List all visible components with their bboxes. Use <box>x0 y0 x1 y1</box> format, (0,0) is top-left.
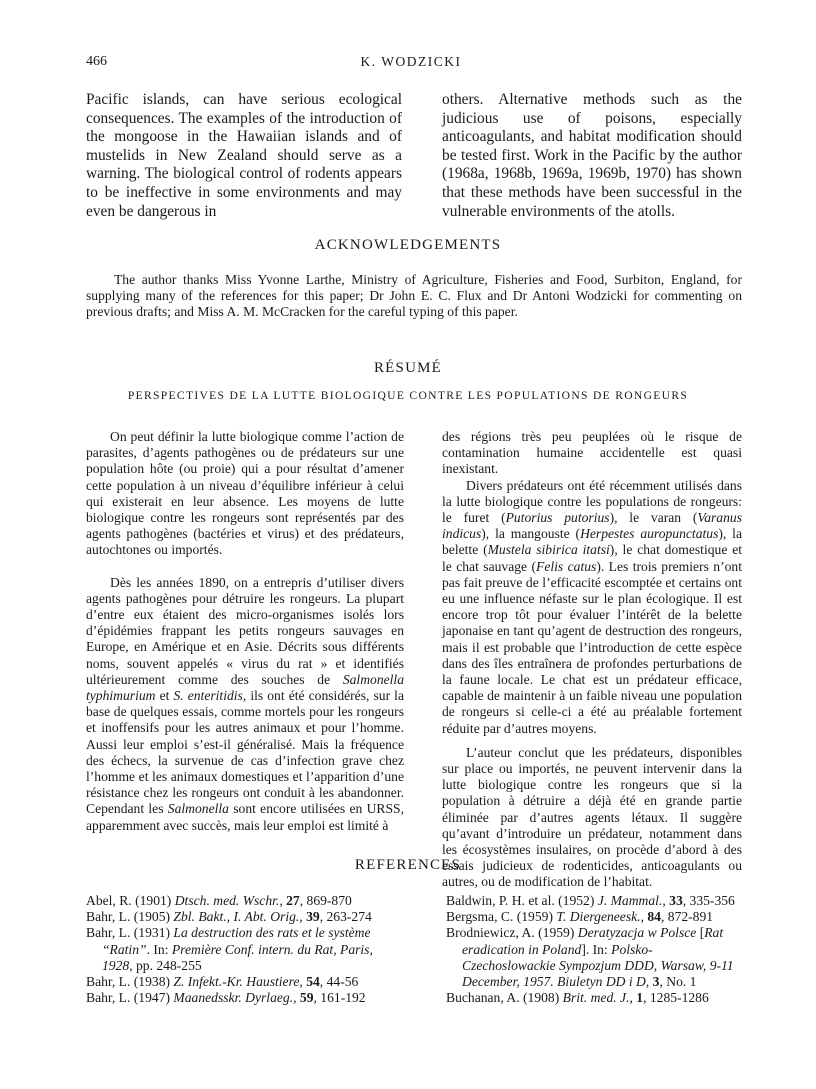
ref-author: Buchanan, A. (1908) <box>446 990 563 1006</box>
ref-author: Bahr, L. (1931) <box>86 925 174 941</box>
ref-journal: Maanedsskr. Dyrlaeg. <box>173 990 294 1006</box>
references-left-column <box>86 893 404 1006</box>
reference-item: Brodniewicz, A. (1959) Deratyzacja w Polsce [Rat eradication in Poland]. In: Polsko-Czechoslowackie Sympozjum DDD, Warsaw, 9-11 December, 1957. Biuletyn DD i D, 3, No. 1 <box>446 925 734 990</box>
ref-volume: 27 <box>286 893 300 908</box>
ref-volume: 33 <box>669 893 683 908</box>
species-name: Felis catus <box>536 558 597 574</box>
ref-journal: Z. Infekt.-Kr. Haustiere <box>173 974 300 990</box>
ref-journal: Dtsch. med. Wschr. <box>174 893 280 908</box>
resume-continuation: des régions très peu peuplées où le risque de contamination humaine accidentelle est quasi inexistant. <box>442 429 742 477</box>
running-head: K. WODZICKI <box>360 54 462 69</box>
text-run: sont encore utilisées en URSS, apparemment avec succès, mais leur emploi est limité à <box>86 801 404 833</box>
reference-item: Bahr, L. (1905) Zbl. Bakt., I. Abt. Orig., 39, 263-274 <box>86 909 372 925</box>
intro-left-text: Pacific islands, can have serious ecological consequences. The examples of the introduction of the mongoose in the Hawaiian islands and of mustelids in New Zealand should serve as a warning. The biological control of rodents appears to be ineffective in some environments and may even be dangerous in <box>86 91 402 220</box>
ref-journal: Brit. med. J. <box>562 990 630 1006</box>
species-name: Salmonella <box>167 801 229 817</box>
ref-author: Brodniewicz, A. (1959) <box>446 925 578 941</box>
ref-conference: Première Conf. intern. du Rat, Paris, 1928 <box>102 941 373 973</box>
ref-in: . In: <box>585 941 612 957</box>
ref-title: La destruction des rats et le système “Ratin” <box>102 925 371 957</box>
ref-volume: 39 <box>306 909 320 925</box>
ref-pages: , 335-356 <box>682 893 735 908</box>
ref-pages: , 872-891 <box>660 909 714 925</box>
ref-journal: T. Diergeneesk. <box>556 909 641 925</box>
ref-volume: 3 <box>652 974 660 990</box>
intro-right-column <box>442 91 742 221</box>
ref-journal: J. Mammal. <box>597 893 663 908</box>
species-name: Varanus indicus <box>442 510 742 542</box>
resume-paragraph-4: L’auteur conclut que les prédateurs, disponibles sur place ou importés, ne peuvent intervenir dans la lutte biologique contre les rongeurs que si la population à détruire a déjà été en grande partie éliminée par d’autres agents létaux. Il suggère qu’avant d’introduire un prédateur, notamment dans les écosystèmes insulaires, on procède d’abord à des essais judicieux de rodenticides, anticoagulants ou autres, ou de modification de l’habitat. <box>442 744 742 890</box>
reference-item <box>86 925 404 974</box>
resume-right-column <box>442 429 742 891</box>
text-run: ), la mangouste ( <box>481 526 581 542</box>
resume-paragraph-1: On peut définir la lutte biologique comme l’action de parasites, d’agents pathogènes ou de prédateurs sur une population hôte (ou proie) qui a pour résultat d’amener cette population à un niveau d’équilibre inférieur à celui qui existerait en leur absence. Les moyens de lutte biologique contre les rongeurs sont représentés par des agents pathogènes (bactéries et virus) et des prédateurs, autochtones ou importés. <box>86 429 404 558</box>
species-name: Mustela sibirica itatsi <box>487 542 610 558</box>
ref-pages: , 1285-1286 <box>643 990 709 1006</box>
resume-paragraph-3 <box>442 478 742 737</box>
ref-author: Abel, R. (1901) <box>86 893 175 908</box>
reference-item: Bahr, L. (1938) Z. Infekt.-Kr. Haustiere, 54, 44-56 <box>86 974 359 990</box>
reference-item: Bergsma, C. (1959) T. Diergeneesk., 84, 872-891 <box>446 909 714 925</box>
references-right-column <box>446 893 742 1006</box>
reference-item: Abel, R. (1901) Dtsch. med. Wschr., 27, 869-870 <box>86 893 352 908</box>
ref-issue: , No. 1 <box>659 974 697 990</box>
species-name: Herpestes auropunctatus <box>580 526 719 542</box>
species-name: S. enteritidis <box>173 688 243 704</box>
ref-author: Baldwin, P. H. et al. (1952) <box>446 893 598 908</box>
resume-heading: RÉSUMÉ <box>373 360 443 376</box>
text-run: Divers prédateurs ont été récemment utilisés dans la lutte biologique contre les populations de rongeurs: le furet ( <box>442 477 742 526</box>
resume-paragraph-2 <box>86 575 404 834</box>
text-run: ), le varan ( <box>609 510 698 526</box>
acknowledgements-heading: ACKNOWLEDGEMENTS <box>314 237 502 253</box>
ref-title: Deratyzacja w Polsce <box>577 925 697 941</box>
resume-left-column <box>86 429 404 834</box>
ref-pages: , pp. 248-255 <box>129 957 202 973</box>
text-run: ), le chat domestique et le chat sauvage ( <box>442 542 742 574</box>
ref-volume: 84 <box>647 909 661 925</box>
ref-pages: , 161-192 <box>313 990 366 1006</box>
ref-author: Bahr, L. (1905) <box>86 909 174 925</box>
ref-volume: 1 <box>636 990 644 1006</box>
ref-pages: , 263-274 <box>319 909 372 925</box>
species-name: Salmonella typhimurium <box>86 671 404 704</box>
text-run: ), la belette ( <box>442 526 742 558</box>
ref-author: Bahr, L. (1938) <box>86 974 174 990</box>
acknowledgements-text: The author thanks Miss Yvonne Larthe, Ministry of Agriculture, Fisheries and Food, Surbiton, England, for supplying many of the references for this paper; Dr John E. C. Flux and Dr Antoni Wodzicki for commenting on previous drafts; and Miss A. M. McCracken for the careful typing of this paper. <box>86 272 742 320</box>
ref-volume: 54 <box>306 974 320 990</box>
text-run: ). Les trois premiers n’ont pas fait preuve de l’efficacité escomptée et certains ont eu une influence néfaste sur le plan écologique. Il est encore trop tôt pour évaluer l’intérêt de la belette japonaise en tant qu’agent de destruction des rongeurs, mais il est probable que l’introduction de cette espèce dans des îles entraînera de profondes perturbations de la faune locale. Le chat est un prédateur efficace, capable de maintenir à un faible niveau une population de rongeurs si celle-ci a été au préalable fortement réduite par d’autres moyens. <box>442 558 742 736</box>
ref-author: Bahr, L. (1947) <box>86 990 174 1006</box>
intro-left-column <box>86 91 402 221</box>
ref-conference: Polsko-Czechoslowackie Sympozjum DDD, Warsaw, 9-11 December, 1957. Biuletyn DD i D <box>462 941 734 990</box>
reference-item: Bahr, L. (1947) Maanedsskr. Dyrlaeg., 59, 161-192 <box>86 990 366 1006</box>
resume-subheading: PERSPECTIVES DE LA LUTTE BIOLOGIQUE CONTRE LES POPULATIONS DE RONGEURS <box>127 389 689 402</box>
references-heading: REFERENCES <box>354 857 462 873</box>
ref-pages: , 869-870 <box>299 893 352 908</box>
text-run: et <box>155 688 174 704</box>
ref-journal: Zbl. Bakt., I. Abt. Orig. <box>173 909 300 925</box>
reference-item: Buchanan, A. (1908) Brit. med. J., 1, 1285-1286 <box>446 990 709 1006</box>
page-header <box>86 54 736 74</box>
ref-translation: Rat eradication in Poland <box>462 925 724 957</box>
text-run: , ils ont été considérés, sur la base de quelques essais, comme mortels pour les rongeurs et inoffensifs pour les autres animaux et pour l’homme. Aussi leur emploi s’est-il généralisé. Mais la fréquence des échecs, la survenue de cas d’infection grave chez l’homme et les animaux domestiques et l’apparition d’une résistance chez les rongeurs ont conduit à les abandonner. Cependant les <box>86 688 404 817</box>
ref-pages: , 44-56 <box>319 974 359 990</box>
species-name: Putorius putorius <box>505 510 610 526</box>
ref-volume: 59 <box>299 990 314 1006</box>
ref-author: Bergsma, C. (1959) <box>446 909 557 925</box>
page-number: 466 <box>86 54 107 69</box>
ref-in: . In: <box>146 941 172 957</box>
reference-item: Baldwin, P. H. et al. (1952) J. Mammal., 33, 335-356 <box>446 893 735 908</box>
text-run: Dès les années 1890, on a entrepris d’utiliser divers agents pathogènes pour détruire les rongeurs. La plupart d’entre eux étaient des micro-organismes isolés lors d’épidémies frappant les petits rongeurs sauvages en Europe, en Amérique et en Asie. Décrits sous différents noms, souvent appelés « virus du rat » et identifiés ultérieurement comme des souches de <box>86 574 404 687</box>
intro-right-text: others. Alternative methods such as the judicious use of poisons, especially anticoagulants, and habitat modification should be tested first. Work in the Pacific by the author (1968a, 1968b, 1969a, 1969b, 1970) has shown that these methods have been successful in the vulnerable environments of the atolls. <box>442 91 742 220</box>
